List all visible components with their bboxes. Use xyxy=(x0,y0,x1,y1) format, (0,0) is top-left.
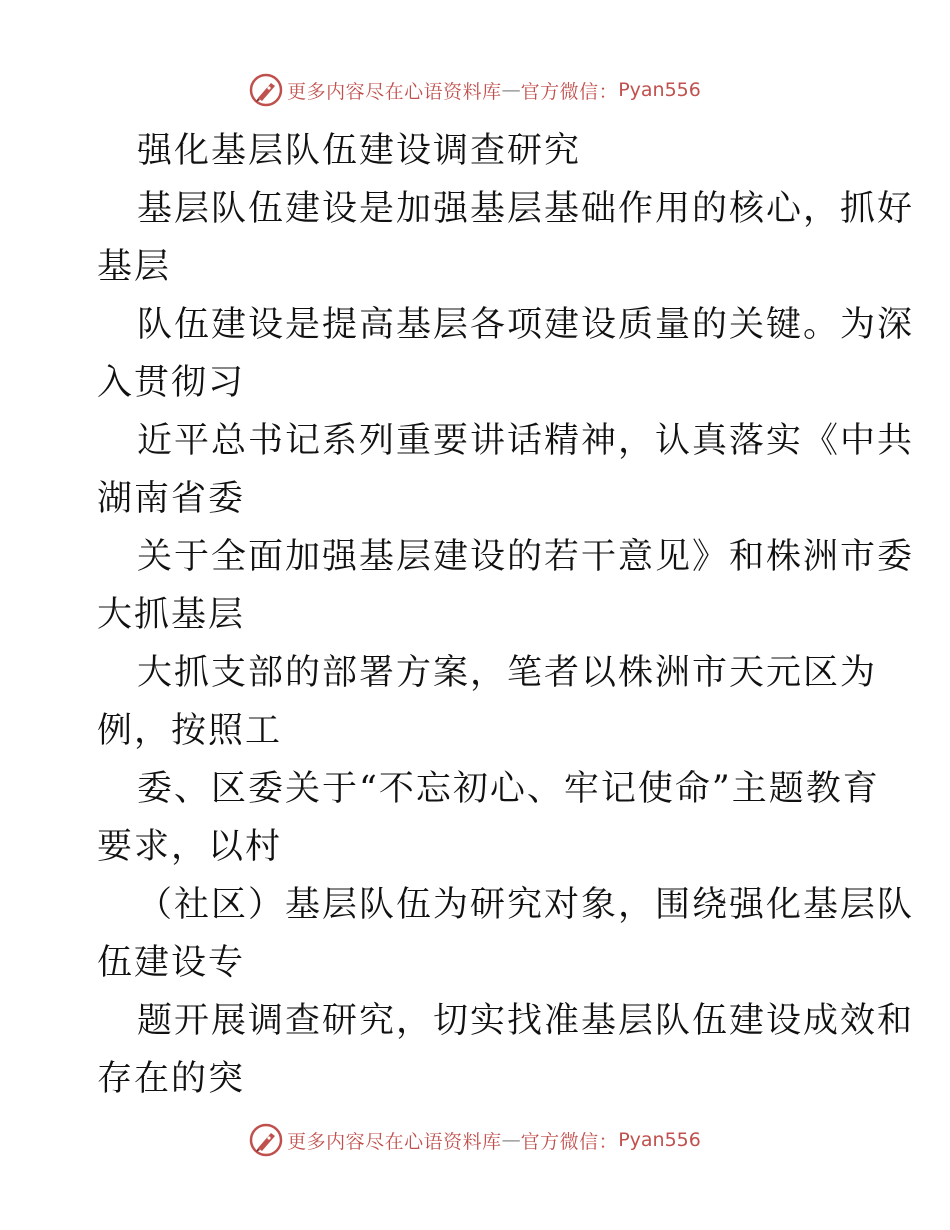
paragraph-line: 湖南省委 xyxy=(97,479,246,519)
watermark-separator: — xyxy=(501,79,521,101)
paragraph-line: 大抓支部的部署方案，笔者以株洲市天元区为 xyxy=(137,653,878,693)
watermark-sub-text: 官方微信： xyxy=(520,80,619,103)
paragraph-line: 大抓基层 xyxy=(97,595,246,635)
paragraph-line: 要求，以村 xyxy=(97,827,283,867)
paragraph-line: 题开展调查研究，切实找准基层队伍建设成效和 xyxy=(137,1001,915,1041)
document-title: 强化基层队伍建设调查研究 xyxy=(137,131,582,171)
paragraph-line: 存在的突 xyxy=(97,1059,246,1099)
watermark-wechat-id: Pyan556 xyxy=(618,1129,701,1151)
paragraph-line: 伍建设专 xyxy=(97,943,246,983)
header-watermark xyxy=(0,70,950,110)
paragraph-line: 例，按照工 xyxy=(97,711,283,751)
watermark-wechat-id: Pyan556 xyxy=(618,79,701,101)
paragraph-line: 委、区委关于“不忘初心、牢记使命”主题教育 xyxy=(137,769,880,809)
paragraph-line: 关于全面加强基层建设的若干意见》和株洲市委 xyxy=(137,537,915,577)
paragraph-line: 基层队伍建设是加强基层基础作用的核心，抓好 xyxy=(137,189,915,229)
paragraph-line: （社区）基层队伍为研究对象，围绕强化基层队 xyxy=(137,885,915,925)
watermark-sub-text: 官方微信： xyxy=(520,1130,619,1153)
pen-logo-icon xyxy=(249,73,283,107)
paragraph-line: 基层 xyxy=(97,247,172,287)
footer-watermark xyxy=(0,1120,950,1160)
watermark-main-text: 更多内容尽在心语资料库 xyxy=(287,1130,502,1153)
paragraph-line: 入贯彻习 xyxy=(97,363,246,403)
paragraph-line: 近平总书记系列重要讲话精神，认真落实《中共 xyxy=(137,421,915,461)
watermark-main-text: 更多内容尽在心语资料库 xyxy=(287,80,502,103)
watermark-separator: — xyxy=(501,1129,521,1151)
document-body xyxy=(97,122,915,1108)
paragraph-line: 队伍建设是提高基层各项建设质量的关键。为深 xyxy=(137,305,915,345)
pen-logo-icon xyxy=(249,1123,283,1157)
